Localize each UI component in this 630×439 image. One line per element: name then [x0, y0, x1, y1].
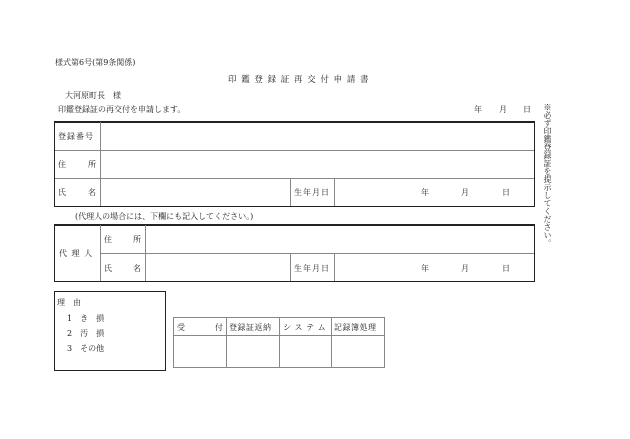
address-field[interactable]	[102, 152, 532, 177]
divider	[290, 254, 291, 281]
divider	[331, 318, 332, 367]
divider	[334, 179, 335, 206]
form-number: 様式第6号(第9条関係)	[55, 58, 136, 67]
office-cell-card-return[interactable]	[228, 337, 278, 366]
birthdate-label: 生年月日	[294, 188, 330, 197]
agent-address-label-1: 住	[104, 235, 112, 244]
address-label-1: 住	[58, 160, 66, 169]
agent-address-field[interactable]	[147, 226, 532, 252]
agent-name-label-1: 氏	[104, 264, 112, 273]
name-label-1: 氏	[58, 188, 66, 197]
date-month: 月	[499, 105, 507, 114]
office-header-card-return: 登録証返納	[229, 323, 272, 332]
birthdate-month: 月	[461, 188, 469, 197]
reason-option-damaged[interactable]: 1 き 損	[67, 314, 105, 323]
date-year: 年	[474, 105, 482, 114]
application-statement: 印鑑登録証の再交付を申請します。	[58, 105, 186, 114]
birthdate-year: 年	[421, 188, 429, 197]
agent-label: 代 理 人	[59, 249, 94, 258]
agent-name-label-2: 名	[133, 264, 141, 273]
agent-birthdate-year: 年	[421, 264, 429, 273]
divider	[100, 253, 534, 254]
registration-number-field[interactable]	[102, 123, 532, 149]
divider	[290, 179, 291, 206]
agent-address-label-2: 所	[133, 235, 141, 244]
divider	[100, 122, 101, 206]
date-day: 日	[523, 105, 531, 114]
agent-birthdate-day: 日	[502, 264, 510, 273]
office-header-reception-1: 受	[177, 323, 185, 332]
divider	[145, 225, 146, 281]
divider	[279, 318, 280, 367]
agent-address-label	[104, 234, 141, 245]
birthdate-day: 日	[502, 188, 510, 197]
office-header-record-processing: 記録簿処理	[334, 323, 377, 332]
office-header-system: シ ス テ ム	[283, 323, 327, 332]
office-cell-reception[interactable]	[175, 337, 225, 366]
name-label-2: 名	[88, 188, 96, 197]
addressee: 大河原町長 様	[65, 91, 121, 100]
office-cell-system[interactable]	[281, 337, 330, 366]
divider	[100, 225, 101, 281]
reason-option-other[interactable]: 3 その他	[67, 344, 105, 353]
page-title: 印 鑑 登 録 証 再 交 付 申 請 書	[228, 75, 370, 85]
agent-note: (代理人の場合には、下欄にも記入してください。)	[75, 212, 254, 221]
office-header-reception-2: 付	[215, 323, 223, 332]
reason-title: 理 由	[57, 298, 81, 307]
agent-birthdate-label: 生年月日	[294, 264, 330, 273]
name-field[interactable]	[102, 180, 288, 205]
address-label-2: 所	[88, 160, 96, 169]
office-header-reception	[177, 322, 223, 333]
reason-option-soiled[interactable]: 2 汚 損	[67, 329, 105, 338]
agent-name-label	[104, 263, 141, 274]
address-label	[58, 159, 96, 170]
office-cell-record-processing[interactable]	[333, 337, 383, 366]
divider	[55, 178, 534, 179]
side-note: ※必ず印鑑登録証を提示してください。	[543, 103, 552, 247]
agent-birthdate-month: 月	[461, 264, 469, 273]
name-label	[58, 187, 96, 198]
registration-number-label: 登録番号	[58, 132, 94, 141]
divider	[55, 150, 534, 151]
divider	[334, 254, 335, 281]
divider	[226, 318, 227, 367]
agent-name-field[interactable]	[147, 255, 288, 280]
